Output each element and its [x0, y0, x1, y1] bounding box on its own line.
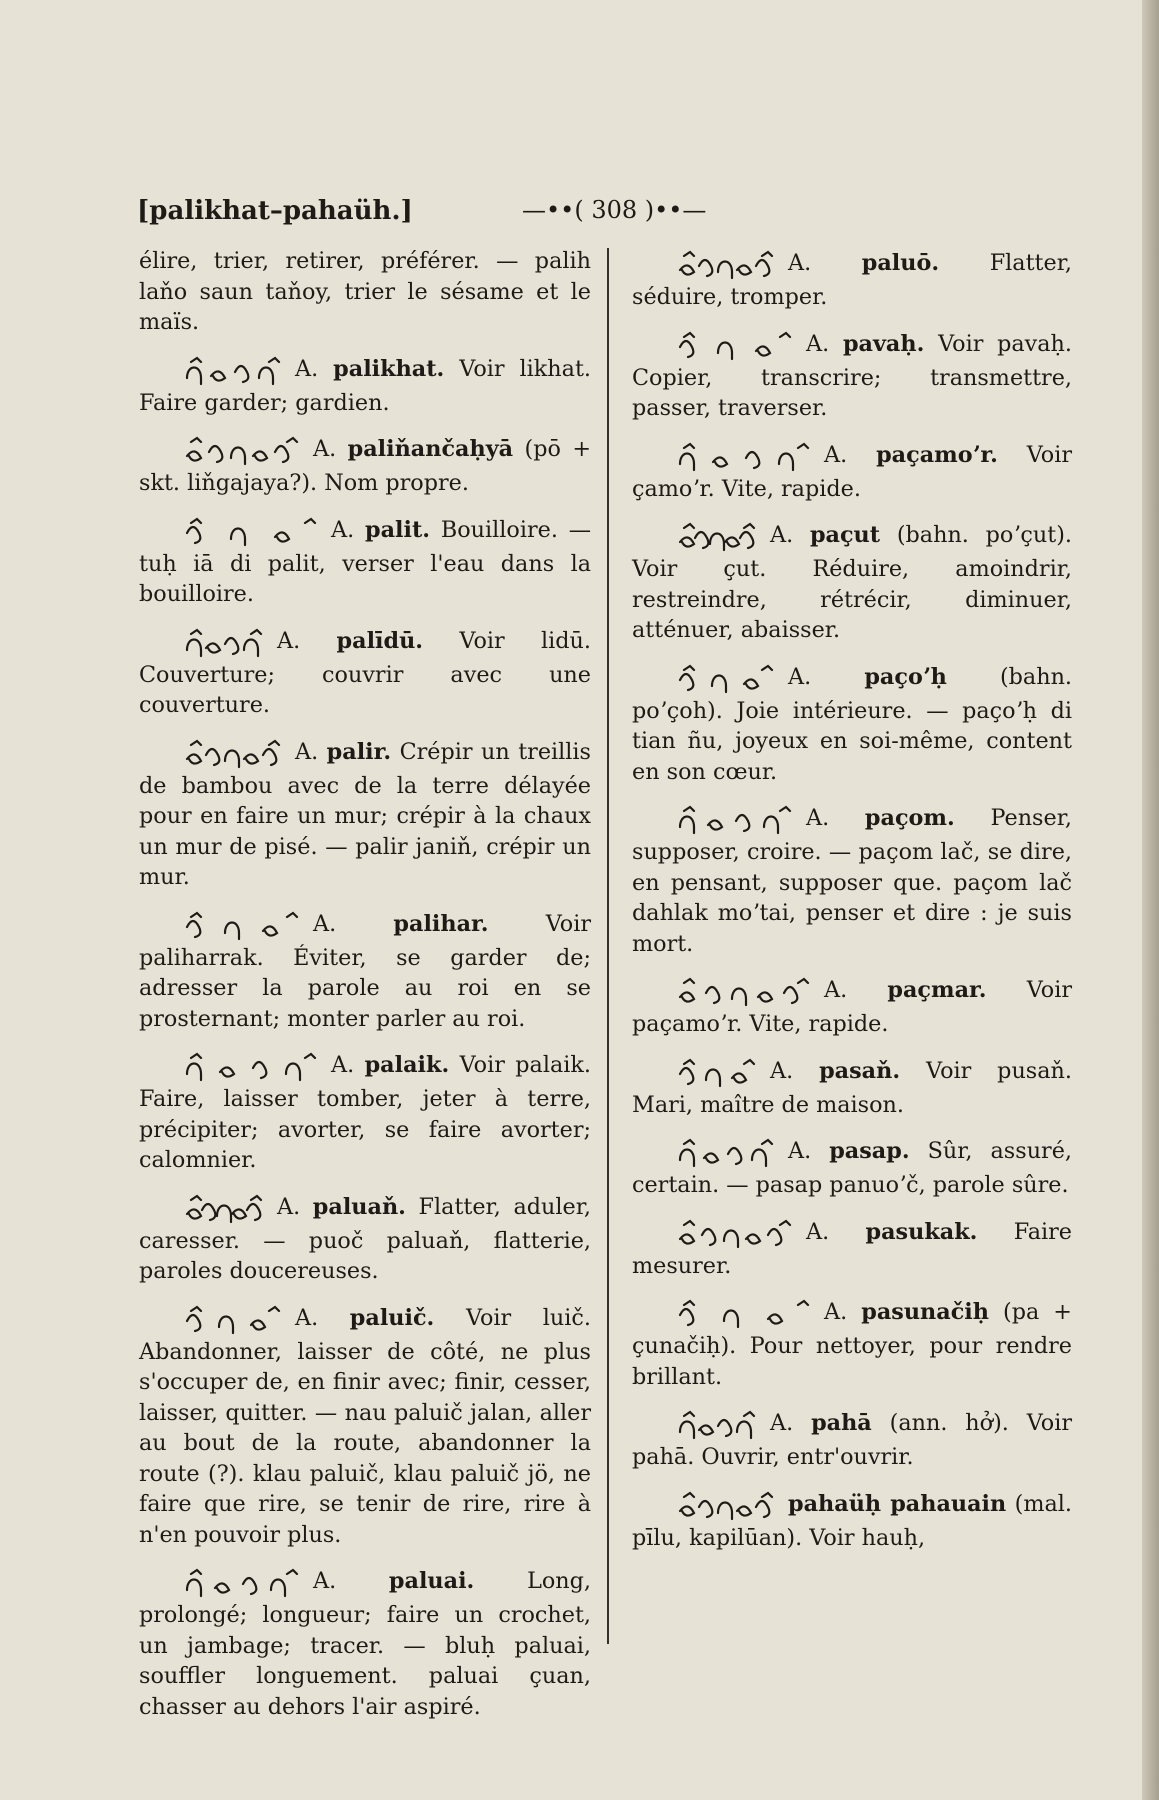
entry-prefix: A. [806, 330, 843, 357]
dictionary-entry [632, 973, 1072, 1040]
cham-script-glyph [181, 513, 325, 549]
dictionary-entry [139, 1564, 591, 1722]
cham-script-glyph [674, 1406, 764, 1442]
entry-prefix: A. [277, 1193, 313, 1220]
entry-definition: Long, prolongé; longueur; faire un crochet, un jambage; tracer. — bluḥ paluai, souffler longuement. paluai çuan, chasser au dehors l'air aspiré. [139, 1568, 592, 1720]
page-edge [1142, 0, 1159, 1800]
cham-script-glyph [181, 624, 271, 660]
dictionary-entry [139, 1048, 591, 1176]
headword: paçoʼḥ [864, 663, 947, 690]
entry-definition: Crépir un treillis de bambou avec de la terre délayée pour en faire un mur; crépir à la chaux un mur de pisé. — palir janiň, crépir un mur. [139, 738, 591, 890]
running-head: [palikhat–pahaüh.] [137, 196, 413, 226]
headword: pahaüḥ pahauain [788, 1490, 1007, 1517]
entry-prefix: A. [313, 436, 348, 462]
cham-script-glyph [674, 1054, 764, 1090]
entry-prefix: A. [770, 1057, 820, 1084]
entry-definition: (pō + skt. liňgajaya?). Nom propre. [139, 436, 591, 496]
entry-definition: (bahn. poʼçut). Voir çut. Réduire, amoindrir, restreindre, rétrécir, diminuer, atténuer, abaisser. [632, 522, 1073, 643]
headword: palit. [365, 516, 431, 543]
headword: paluō. [861, 250, 940, 276]
cham-script-glyph [674, 246, 782, 282]
headword: pahā [811, 1410, 872, 1436]
dictionary-entry [139, 735, 591, 893]
headword: paliňančaḥyā [347, 436, 514, 462]
dictionary-entry [632, 1295, 1072, 1392]
headword: pasunačiḥ [861, 1299, 989, 1325]
entry-definition: Voir pusaň. Mari, maître de maison. [632, 1057, 1072, 1118]
entry-prefix: A. [313, 910, 394, 937]
entry-prefix: A. [788, 1138, 830, 1164]
cham-script-glyph [674, 438, 818, 474]
right-column [632, 246, 1072, 1567]
entry-prefix: A. [295, 355, 334, 382]
entry-definition: Penser, supposer, croire. — paçom lač, se dire, en pensant, supposer que. paçom lač dahlak moʼtai, penser et dire : je suis mort. [632, 805, 1072, 957]
dictionary-entry [632, 1406, 1072, 1473]
headword: pasaň. [819, 1057, 901, 1084]
cham-script-glyph [181, 1564, 307, 1600]
cham-script-glyph [674, 1487, 782, 1523]
dictionary-entry [632, 1054, 1072, 1121]
dictionary-entry [139, 1301, 591, 1551]
entry-definition: Sûr, assuré, certain. — pasap panuoʼč, parole sûre. [632, 1138, 1072, 1198]
entry-prefix: A. [277, 627, 337, 654]
dictionary-entry [632, 1134, 1072, 1201]
left-column [139, 246, 591, 1736]
entry-definition: Flatter, aduler, caresser. — puoč paluaň, flatterie, paroles doucereuses. [139, 1193, 592, 1284]
headword: palīdū. [336, 627, 424, 654]
cham-script-glyph [674, 518, 764, 554]
entry-definition: élire, trier, retirer, préférer. — palih laňo saun taňoy, trier le sésame et le maïs. [139, 248, 591, 335]
headword: paluai. [388, 1568, 475, 1594]
entry-definition: Voir palaik. Faire, laisser tomber, jeter à terre, précipiter; avorter, se faire avorter; calomnier. [139, 1052, 592, 1173]
entry-prefix: A. [295, 1304, 350, 1331]
entry-definition: Voir pavaḥ. Copier, transcrire; transmettre, passer, traverser. [632, 330, 1072, 421]
entry-definition: Voir paçamoʼr. Vite, rapide. [632, 977, 1072, 1037]
headword: palaik. [364, 1052, 450, 1078]
dictionary-entry [632, 801, 1072, 959]
entry-definition: Voir likhat. Faire garder; gardien. [139, 355, 591, 416]
entry-definition: Faire mesurer. [632, 1218, 1073, 1279]
entry-prefix: A. [824, 977, 888, 1003]
cham-script-glyph [674, 327, 800, 363]
cham-script-glyph [674, 1295, 818, 1331]
dictionary-entry [139, 352, 591, 419]
entry-definition: (pa + çunačiḥ). Pour nettoyer, pour rendre brillant. [632, 1299, 1072, 1390]
dictionary-entry [139, 246, 591, 338]
entry-prefix: A. [313, 1568, 389, 1594]
entry-definition: Voir çamoʼr. Vite, rapide. [632, 441, 1073, 502]
cham-script-glyph [181, 735, 289, 771]
dictionary-entry [139, 1190, 591, 1287]
entry-prefix: A. [331, 1052, 365, 1078]
entry-prefix: A. [788, 663, 865, 690]
dictionary-entry [632, 327, 1072, 424]
dictionary-entry [139, 907, 591, 1035]
entry-prefix: A. [295, 738, 327, 765]
entry-prefix: A. [770, 522, 810, 548]
cham-script-glyph [674, 801, 800, 837]
entry-definition: (bahn. poʼçoh). Joie intérieure. — paçoʼḥ di tian ñu, joyeux en soi-même, content en son cœur. [632, 663, 1073, 785]
cham-script-glyph [181, 907, 307, 943]
headword: paçamoʼr. [876, 441, 998, 468]
headword: paluaň. [312, 1193, 406, 1220]
page-header [137, 196, 1057, 232]
dictionary-entry [139, 624, 591, 721]
cham-script-glyph [181, 352, 289, 388]
headword: paçmar. [887, 977, 987, 1003]
cham-script-glyph [181, 1301, 289, 1337]
cham-script-glyph [674, 1215, 800, 1251]
entry-prefix: A. [806, 805, 865, 831]
entry-prefix: A. [788, 250, 862, 276]
entry-prefix: A. [331, 516, 365, 543]
entry-definition: Voir luič. Abandonner, laisser de côté, ne plus s'occuper de, en finir avec; finir, cesser, laisser, quitter. — nau paluič jalan, aller au bout de la route, abandonner la route (?). klau paluič, klau paluič jö, ne faire que rire, se tenir de rire, rire à n'en pouvoir plus. [139, 1304, 592, 1548]
dictionary-entry [139, 432, 591, 499]
cham-script-glyph [674, 660, 782, 696]
entry-definition: (mal. pīlu, kapilūan). Voir hauḥ, [632, 1490, 1072, 1551]
dictionary-entry [632, 1215, 1072, 1282]
dictionary-entry [632, 246, 1072, 313]
column-divider [607, 248, 609, 1644]
entry-definition: Voir paliharrak. Éviter, se garder de; adresser la parole au roi en se prosternant; monter parler au roi. [139, 910, 592, 1032]
entry-definition: (ann. hở). Voir pahā. Ouvrir, entr'ouvrir. [632, 1410, 1073, 1470]
headword: pasukak. [865, 1218, 978, 1245]
headword: palikhat. [333, 355, 445, 382]
headword: paçom. [864, 805, 955, 831]
entry-definition: Bouilloire. — tuḥ iā di palit, verser l'eau dans la bouilloire. [139, 516, 591, 607]
entry-prefix: A. [770, 1410, 812, 1436]
cham-script-glyph [181, 432, 307, 468]
dictionary-entry [632, 1487, 1072, 1554]
dictionary-entry [139, 513, 591, 610]
headword: pavaḥ. [842, 330, 925, 357]
entry-definition: Flatter, séduire, tromper. [632, 250, 1073, 310]
entry-prefix: A. [824, 441, 877, 468]
dictionary-entry [632, 660, 1072, 788]
headword: palihar. [393, 910, 489, 937]
headword: paluič. [349, 1304, 435, 1331]
entry-prefix: A. [806, 1218, 866, 1245]
headword: pasap. [829, 1138, 910, 1164]
dictionary-entry [632, 518, 1072, 646]
cham-script-glyph [181, 1190, 271, 1226]
page-number: —••( 308 )••— [522, 196, 707, 224]
headword: palir. [326, 738, 392, 765]
headword: paçut [809, 522, 881, 548]
cham-script-glyph [674, 973, 818, 1009]
entry-definition: Voir lidū. Couverture; couvrir avec une couverture. [139, 627, 592, 718]
entry-prefix: A. [824, 1299, 862, 1325]
cham-script-glyph [674, 1134, 782, 1170]
dictionary-entry [632, 438, 1072, 505]
cham-script-glyph [181, 1048, 325, 1084]
